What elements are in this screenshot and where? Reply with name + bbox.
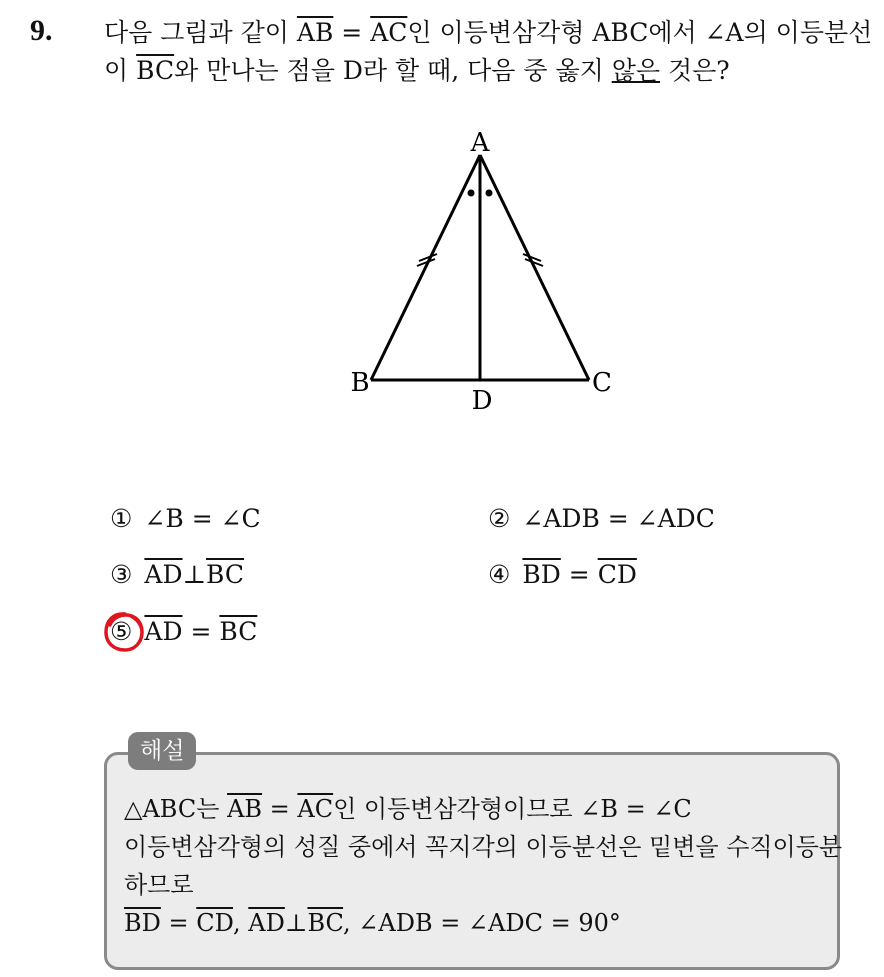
choice-number: ③ [110, 560, 133, 589]
equals-sign: = [160, 909, 197, 937]
explanation-line-2: 이등변삼각형의 성질 중에서 꼭지각의 이등분선은 밑변을 수직이등분하므로 [124, 833, 843, 899]
side-ac [480, 155, 589, 380]
choice-1[interactable] [110, 504, 261, 534]
comma: , [233, 909, 249, 937]
segment-bc: $\overline{BC}$ [219, 617, 258, 646]
choice-number: ① [110, 504, 133, 533]
segment-bc: $\overline{BC}$ [307, 909, 344, 937]
expl-text-part: △ABC는 [124, 795, 228, 823]
question-number: 9. [30, 14, 53, 47]
question-part-4: 것은? [660, 56, 730, 85]
explanation-line-1 [124, 790, 844, 828]
question-text [104, 14, 874, 90]
choice-3[interactable] [110, 560, 244, 590]
equals-sign: = [182, 617, 220, 646]
perpendicular-sign: ⊥ [284, 909, 308, 937]
segment-ac: $\overline{AC}$ [297, 795, 334, 823]
segment-ab: $\overline{AB}$ [296, 18, 334, 47]
segment-ad: $\overline{AD}$ [248, 909, 285, 937]
expl-text-part: 인 이등변삼각형이므로 ∠B = ∠C [333, 795, 692, 823]
equals-sign: = [333, 18, 371, 47]
question-part-3: 와 만나는 점을 D라 할 때, 다음 중 옳지 [174, 56, 612, 85]
point-label-d: D [471, 386, 493, 416]
segment-cd: $\overline{CD}$ [597, 560, 637, 589]
angle-dot-right [486, 190, 493, 197]
choice-text: ∠B = ∠C [144, 504, 261, 533]
explanation-line-4 [124, 904, 844, 942]
equals-sign: = [560, 560, 598, 589]
perpendicular-sign: ⊥ [182, 560, 207, 589]
angle-equation: , ∠ADB = ∠ADC = 90° [343, 909, 621, 937]
angle-dot-left [468, 190, 475, 197]
segment-bd: $\overline{BD}$ [124, 909, 161, 937]
side-ab [371, 155, 480, 380]
segment-ac: $\overline{AC}$ [370, 18, 408, 47]
triangle-figure [330, 125, 630, 425]
segment-cd: $\overline{CD}$ [196, 909, 234, 937]
segment-ab: $\overline{AB}$ [227, 795, 263, 823]
segment-bd: $\overline{BD}$ [522, 560, 561, 589]
vertex-label-a: A [470, 128, 490, 158]
answer-circle-mark [101, 609, 147, 655]
choice-number: ② [488, 504, 511, 533]
explanation-tab: 해설 [128, 732, 196, 770]
underlined-word: 않은 [611, 56, 661, 85]
segment-bc: $\overline{BC}$ [206, 560, 245, 589]
segment-ad: $\overline{AD}$ [144, 617, 183, 646]
segment-bc: $\overline{BC}$ [136, 56, 175, 85]
vertex-label-c: C [592, 368, 612, 398]
explanation-text [124, 790, 844, 942]
vertex-label-b: B [350, 368, 370, 398]
question-part-2: 인 이등변삼각형 ABC에서 ∠A의 이등분선이 [104, 18, 873, 85]
equals-sign: = [262, 795, 298, 823]
choice-number: ⑤ [110, 617, 133, 646]
segment-ad: $\overline{AD}$ [144, 560, 183, 589]
choice-text: ∠ADB = ∠ADC [522, 504, 715, 533]
choice-number: ④ [488, 560, 511, 589]
choice-4[interactable] [488, 560, 637, 590]
choice-2[interactable] [488, 504, 715, 534]
question-part-1: 다음 그림과 같이 [104, 18, 297, 47]
